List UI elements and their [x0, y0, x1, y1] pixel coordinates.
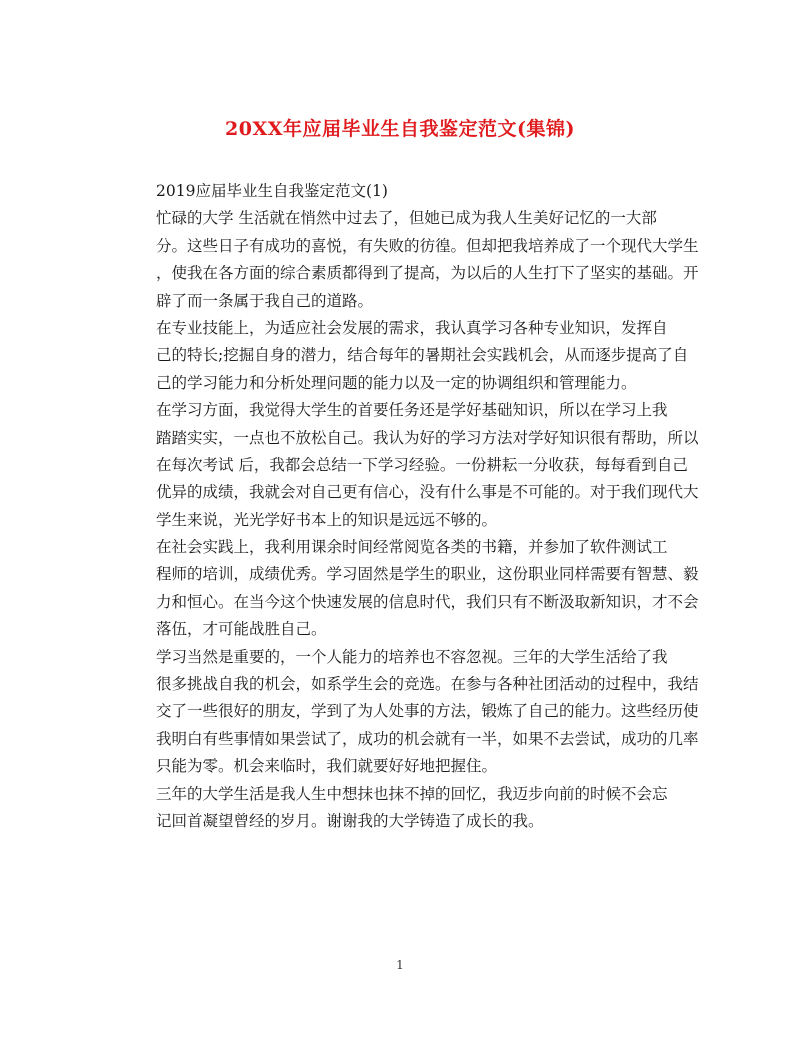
paragraph-line: 学生来说，光光学好书本上的知识是远远不够的。 [156, 510, 498, 529]
paragraph-line: 在学习方面，我觉得大学生的首要任务还是学好基础知识，所以在学习上我 [156, 401, 668, 420]
paragraph-line: 辟了而一条属于我自己的道路。 [156, 291, 374, 310]
paragraph-line: 很多挑战自我的机会，如系学生会的竞选。在参与各种社团活动的过程中，我结 [156, 675, 699, 694]
paragraph-line: 记回首凝望曾经的岁月。谢谢我的大学铸造了成长的我。 [156, 811, 544, 830]
paragraph-list [156, 205, 699, 835]
paragraph-line: 己的学习能力和分析处理问题的能力以及一定的协调组织和管理能力。 [156, 373, 637, 392]
document-title: 20XX年应届毕业生自我鉴定范文(集锦) [225, 118, 575, 140]
paragraph-line: 落伍，才可能战胜自己。 [156, 620, 327, 639]
body-paragraph [156, 205, 699, 315]
section-subtitle [156, 178, 644, 205]
paragraph-line: 在每次考试 后，我都会总结一下学习经验。一份耕耘一分收获，每每看到自己 [156, 455, 688, 474]
paragraph-line: 己的特长;挖掘自身的潜力，结合每年的暑期社会实践机会，从而逐步提高了自 [156, 346, 689, 365]
body-paragraph [156, 534, 699, 644]
paragraph-line: 只能为零。机会来临时，我们就要好好地把握住。 [156, 757, 498, 776]
paragraph-line: 我明白有些事情如果尝试了，成功的机会就有一半，如果不去尝试，成功的几率 [156, 729, 699, 748]
body-paragraph [156, 644, 699, 781]
paragraph-line: 交了一些很好的朋友，学到了为人处事的方法，锻炼了自己的能力。这些经历使 [156, 702, 699, 721]
paragraph-line: 学习当然是重要的，一个人能力的培养也不容忽视。三年的大学生活给了我 [156, 647, 668, 666]
document-body [156, 178, 699, 835]
paragraph-line: 在专业技能上，为适应社会发展的需求，我认真学习各种专业知识，发挥自 [156, 318, 668, 337]
paragraph-line: 三年的大学生活是我人生中想抹也抹不掉的回忆，我迈步向前的时候不会忘 [156, 784, 668, 803]
body-paragraph [156, 315, 689, 397]
body-paragraph [156, 781, 668, 836]
paragraph-line: 程师的培训，成绩优秀。学习固然是学生的职业，这份职业同样需要有智慧、毅 [156, 565, 699, 584]
paragraph-line: 忙碌的大学 生活就在悄然中过去了，但她已成为我人生美好记忆的一大部 [156, 209, 657, 228]
paragraph-line: 分。这些日子有成功的喜悦，有失败的彷徨。但却把我培养成了一个现代大学生 [156, 236, 699, 255]
paragraph-line: 踏踏实实，一点也不放松自己。我认为好的学习方法对学好知识很有帮助，所以 [156, 428, 699, 447]
paragraph-line: 在社会实践上，我利用课余时间经常阅览各类的书籍，并参加了软件测试工 [156, 538, 668, 557]
paragraph-line: ，使我在各方面的综合素质都得到了提高，为以后的人生打下了坚实的基础。开 [156, 264, 699, 283]
page-number: 1 [396, 958, 404, 972]
paragraph-line: 优异的成绩，我就会对自己更有信心，没有什么事是不可能的。对于我们现代大 [156, 483, 699, 502]
subtitle-line: 2019应届毕业生自我鉴定范文(1) [156, 182, 388, 200]
paragraph-line: 力和恒心。在当今这个快速发展的信息时代，我们只有不断汲取新知识，才不会 [156, 592, 699, 611]
body-paragraph [156, 397, 699, 534]
